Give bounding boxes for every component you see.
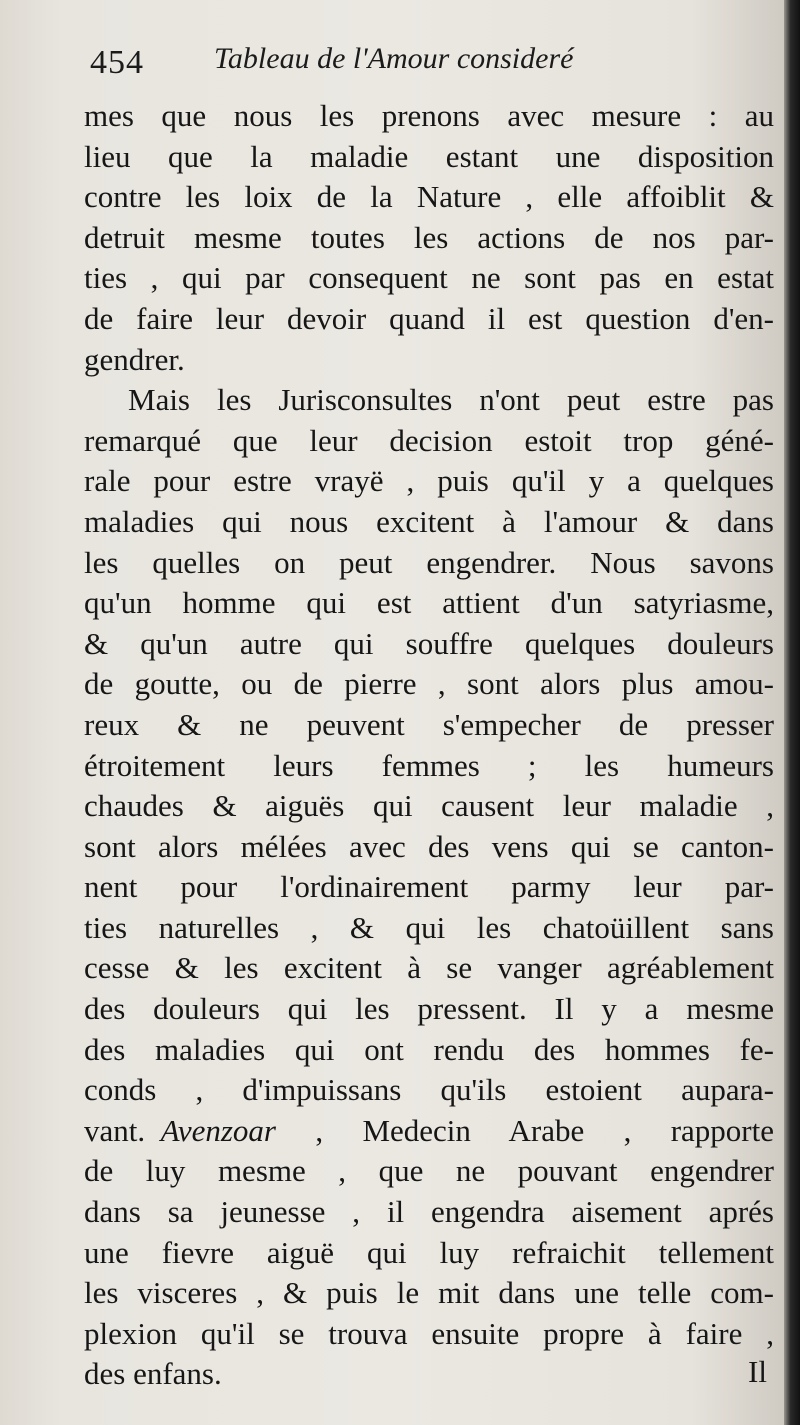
text-line: des maladies qui ont rendu des hommes fe- (84, 1031, 774, 1067)
text-line: de luy mesme , que ne pouvant engendrer (84, 1153, 774, 1189)
text-line: mes que nous les prenons avec mesure : au (84, 98, 774, 133)
italic-name: Avenzoar (160, 1112, 316, 1148)
text-line: étroitement leurs femmes ; les humeurs (84, 747, 774, 783)
running-title: Tableau de l'Amour consideré (214, 42, 574, 75)
text-line: des enfans. (84, 1356, 222, 1392)
text-line: de faire leur devoir quand il est question d'en- (84, 300, 774, 336)
text-line: ties , qui par consequent ne sont pas en estat (84, 260, 774, 296)
text-line: reux & ne peuvent s'empecher de presser (84, 706, 774, 742)
text-line: ties naturelles , & qui les chatoüillent sans (84, 909, 774, 945)
text-line: contre les loix de la Nature , elle affoiblit & (84, 179, 774, 215)
text-line: gendrer. (84, 341, 185, 377)
page-header (90, 38, 650, 86)
text-line: lieu que la maladie estant une disposition (84, 138, 774, 174)
text-line: les visceres , & puis le mit dans une telle com- (84, 1275, 774, 1311)
body-text (84, 96, 774, 1395)
text-line: sont alors mélées avec des vens qui se canton- (84, 828, 774, 864)
text-line: chaudes & aiguës qui causent leur maladie , (84, 788, 774, 824)
text-line-segment: vant. (84, 1112, 161, 1148)
text-line: detruit mesme toutes les actions de nos par- (84, 219, 774, 255)
text-line: & qu'un autre qui souffre quelques douleurs (84, 625, 774, 661)
text-line: remarqué que leur decision estoit trop géné- (84, 422, 774, 458)
text-line: de goutte, ou de pierre , sont alors plus amou- (84, 666, 774, 702)
text-line: conds , d'impuissans qu'ils estoient aupara- (84, 1072, 774, 1108)
text-line-segment: , Medecin Arabe , rapporte (315, 1112, 774, 1148)
text-line: plexion qu'il se trouva ensuite propre à faire , (84, 1315, 774, 1351)
text-line: les quelles on peut engendrer. Nous savons (84, 544, 774, 580)
text-line: une fievre aiguë qui luy refraichit tellement (84, 1234, 774, 1270)
text-line: dans sa jeunesse , il engendra aisement aprés (84, 1194, 774, 1230)
page-edge-shadow (784, 0, 800, 1425)
text-line: des douleurs qui les pressent. Il y a mesme (84, 991, 774, 1027)
text-line: rale pour estre vrayë , puis qu'il y a quelques (84, 463, 774, 499)
catchword: Il (748, 1354, 767, 1389)
text-line (84, 1111, 774, 1152)
text-line: maladies qui nous excitent à l'amour & dans (84, 503, 774, 539)
text-line: Mais les Jurisconsultes n'ont peut estre pas (128, 382, 774, 418)
text-line: cesse & les excitent à se vanger agréablement (84, 950, 774, 986)
text-line: qu'un homme qui est attient d'un satyriasme, (84, 585, 774, 621)
text-line: nent pour l'ordinairement parmy leur par- (84, 869, 774, 905)
page-number: 454 (90, 44, 144, 81)
